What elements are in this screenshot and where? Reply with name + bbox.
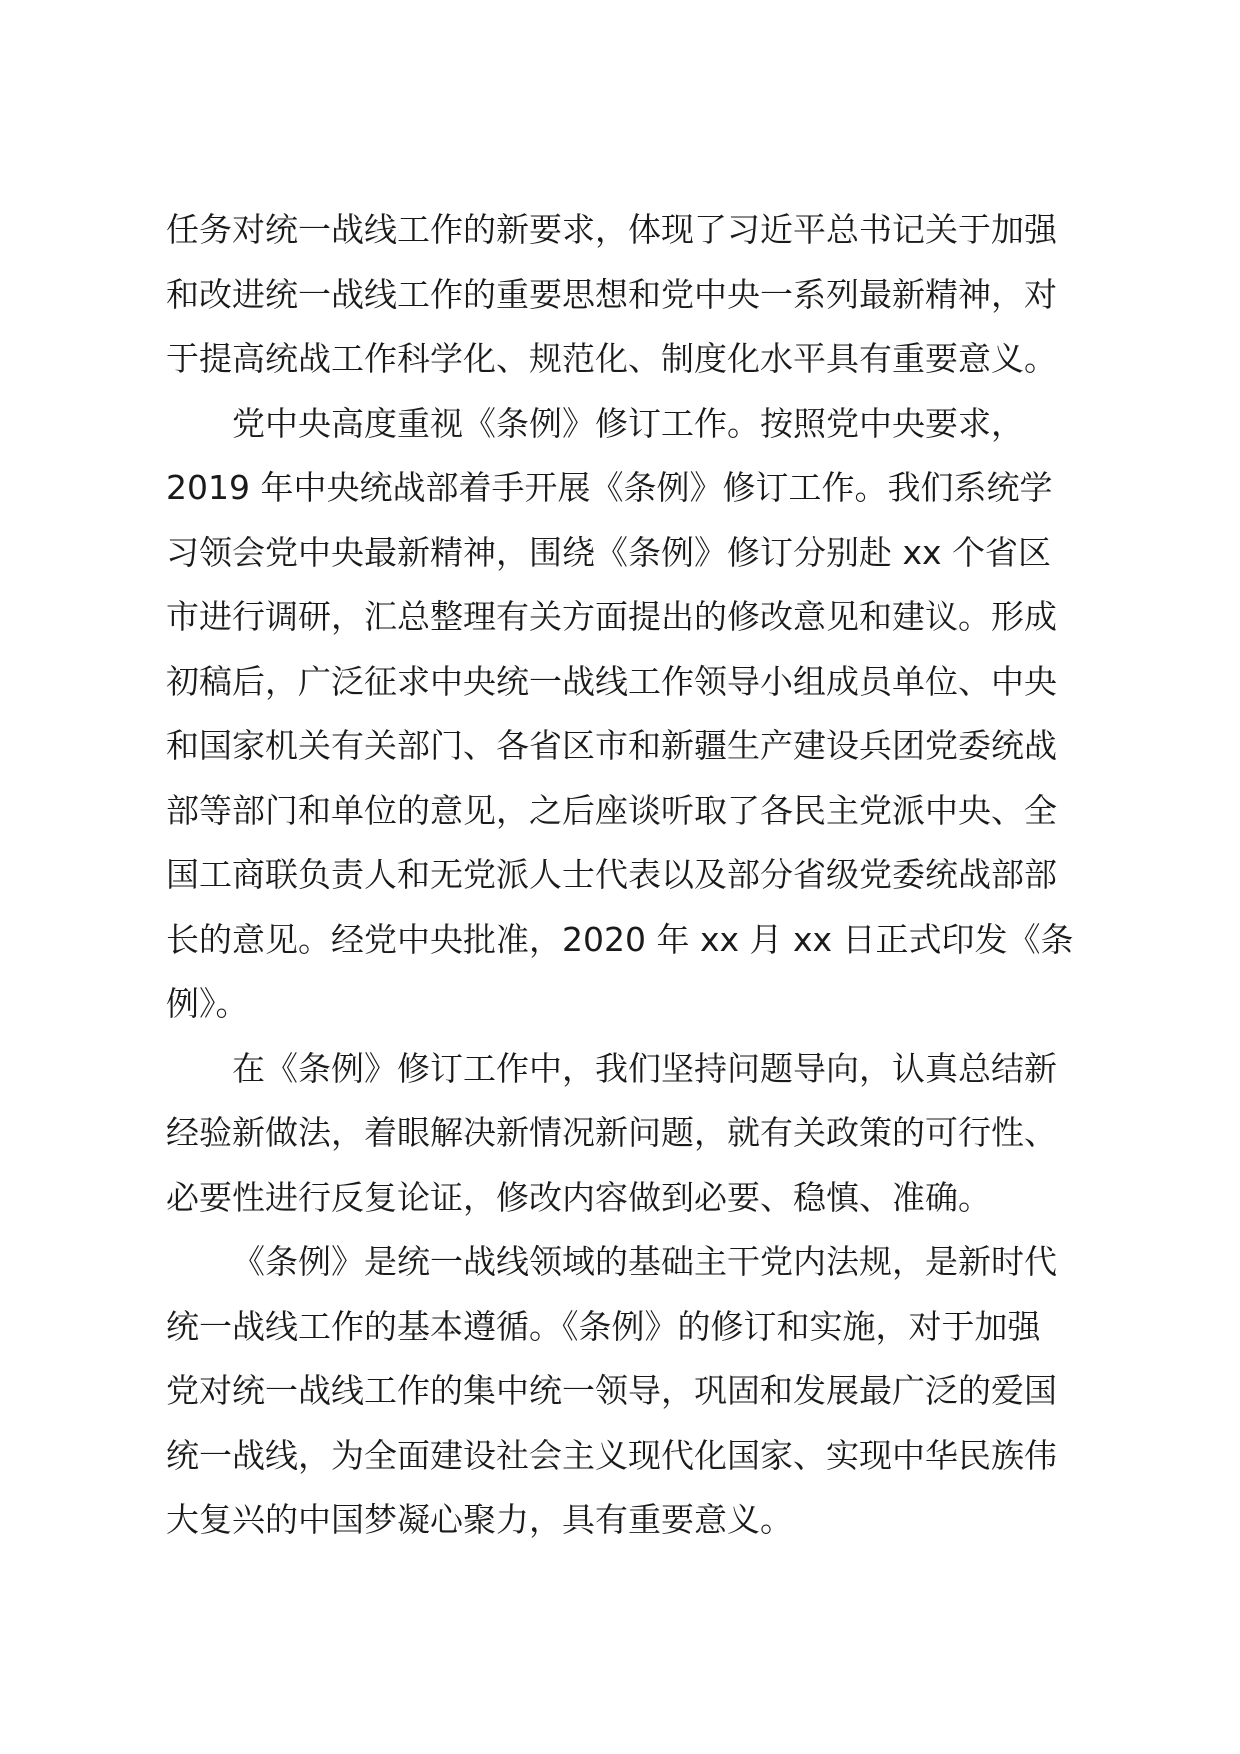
text-line: 例》。 [166, 984, 249, 1023]
text-line: 习领会党中央最新精神，围绕《条例》修订分别赴 xx 个省区 [166, 532, 1052, 572]
text-line: 2019 年中央统战部着手开展《条例》修订工作。我们系统学 [166, 468, 1053, 507]
text-line: 于提高统战工作科学化、规范化、制度化水平具有重要意义。 [166, 339, 1057, 378]
text-line: 市进行调研，汇总整理有关方面提出的修改意见和建议。形成 [166, 597, 1057, 636]
paragraph-first-line: 在《条例》修订工作中，我们坚持问题导向，认真总结新 [232, 1048, 1057, 1088]
text-line: 初稿后，广泛征求中央统一战线工作领导小组成员单位、中央 [166, 661, 1057, 701]
paragraph-first-line: 党中央高度重视《条例》修订工作。按照党中央要求， [232, 403, 1024, 443]
text-line: 和改进统一战线工作的重要思想和党中央一系列最新精神，对 [166, 274, 1057, 314]
text-line: 经验新做法，着眼解决新情况新问题，就有关政策的可行性、 [166, 1113, 1057, 1152]
document-body [166, 198, 1076, 1553]
text-line: 国工商联负责人和无党派人士代表以及部分省级党委统战部部 [166, 855, 1057, 894]
text-line: 部等部门和单位的意见，之后座谈听取了各民主党派中央、全 [166, 790, 1057, 830]
text-line: 统一战线工作的基本遵循。《条例》的修订和实施，对于加强 [166, 1306, 1041, 1346]
paragraph-first-line: 《条例》是统一战线领域的基础主干党内法规，是新时代 [232, 1242, 1057, 1281]
text-line: 任务对统一战线工作的新要求，体现了习近平总书记关于加强 [166, 210, 1057, 249]
text-line: 和国家机关有关部门、各省区市和新疆生产建设兵团党委统战 [166, 726, 1057, 765]
text-line: 统一战线，为全面建设社会主义现代化国家、实现中华民族伟 [166, 1435, 1057, 1475]
text-line: 长的意见。经党中央批准，2020 年 xx 月 xx 日正式印发《条 [166, 919, 1074, 959]
text-line: 党对统一战线工作的集中统一领导，巩固和发展最广泛的爱国 [166, 1371, 1057, 1410]
text-line: 大复兴的中国梦凝心聚力，具有重要意义。 [166, 1500, 793, 1539]
text-line: 必要性进行反复论证，修改内容做到必要、稳慎、准确。 [166, 1177, 991, 1217]
